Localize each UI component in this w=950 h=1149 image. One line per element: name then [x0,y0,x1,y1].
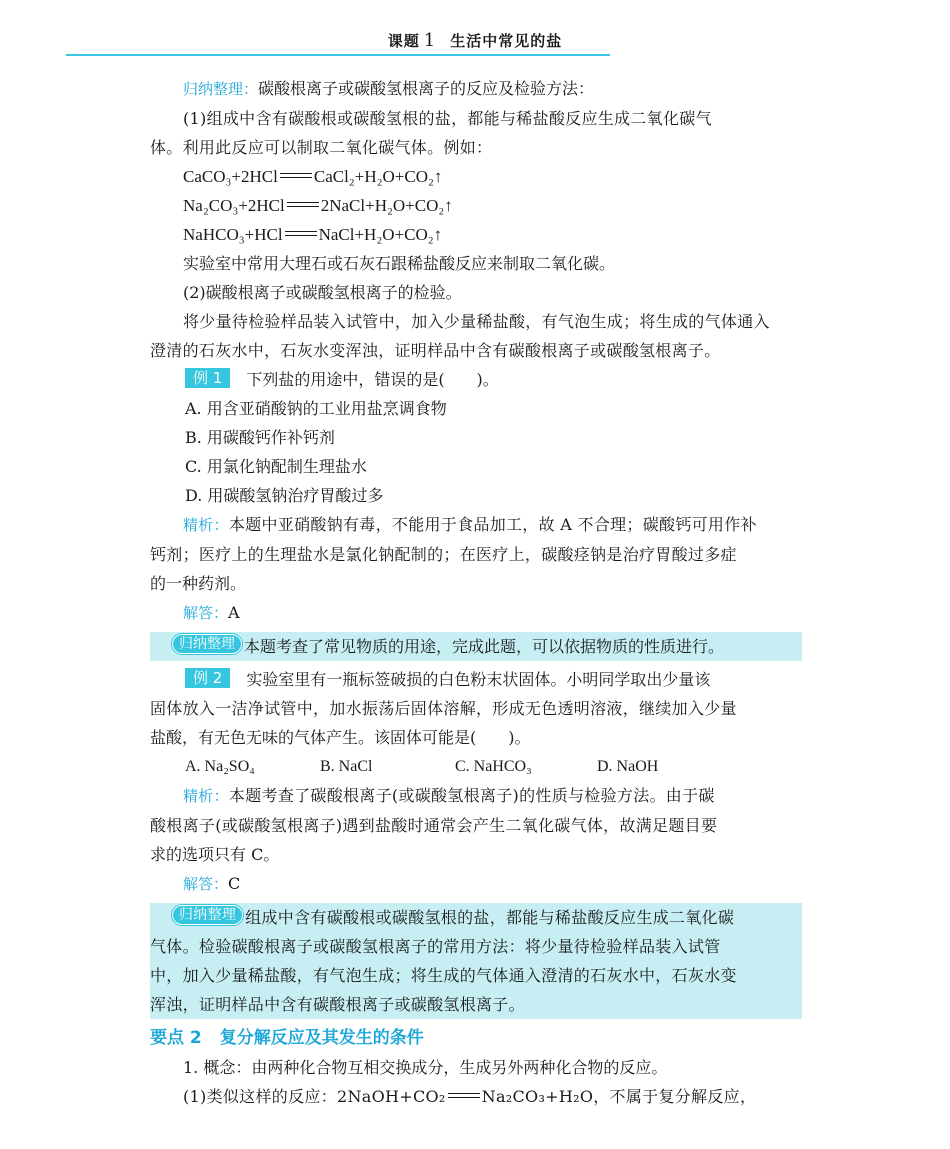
equals-sign [285,231,317,236]
equals-sign [280,173,312,178]
paragraph: (1)组成中含有碳酸根或碳酸氢根的盐，都能与稀盐酸反应生成二氧化碳气 [183,109,712,128]
example1-answer: 解答：A [183,603,240,622]
option: D. NaOH [597,758,659,775]
option: B. 用碳酸钙作补钙剂 [185,428,335,447]
analysis-label: 精析： [183,787,229,805]
option: C. 用氯化钠配制生理盐水 [185,457,367,476]
paragraph: 钙剂；医疗上的生理盐水是氯化钠配制的；在医疗上，碳酸痉钠是治疗胃酸过多症 [150,545,737,564]
example2-question: 例 2 实验室里有一瓶标签破损的白色粉末状固体。小明同学取出少量该 [150,665,802,694]
paragraph: 体。利用此反应可以制取二氧化碳气体。例如： [150,138,493,157]
equation-3: NaHCO₃+HCl NaCl+H₂O+CO₂↑ [183,225,443,244]
option: A. 用含亚硝酸钠的工业用盐烹调食物 [185,399,447,418]
example2-analysis: 精析：本题考查了碳酸根离子(或碳酸氢根离子)的性质与检验方法。由于碳 [183,786,715,805]
example-tag: 例 1 [185,368,230,388]
paragraph: 的一种药剂。 [150,574,247,593]
page-header [0,30,950,51]
equation-1: CaCO₃+2HCl CaCl₂+H₂O+CO₂↑ [183,167,443,186]
point-label: 要点 2 [150,1028,202,1048]
equals-sign [287,202,319,207]
summary-label: 归纳整理： [183,80,259,98]
option: B. NaCl [320,758,373,775]
answer-label: 解答： [183,604,229,622]
paragraph: 将少量待检验样品装入试管中，加入少量稀盐酸，有气泡生成；将生成的气体通入 [183,312,770,331]
answer-label: 解答： [183,875,229,893]
option: C. NaHCO₃ [455,758,532,775]
paragraph: 1. 概念：由两种化合物互相交换成分，生成另外两种化合物的反应。 [183,1058,668,1077]
example2-options [150,752,802,781]
option: D. 用碳酸氢钠治疗胃酸过多 [185,486,384,505]
example-tag: 例 2 [185,668,230,688]
summary-tag: 归纳整理 [172,634,242,654]
paragraph: 求的选项只有 C。 [150,845,280,864]
point2-heading [150,1023,802,1053]
example1-analysis: 精析：本题中亚硝酸钠有毒，不能用于食品加工，故 A 不合理；碳酸钙可用作补 [183,515,757,534]
summary-tag: 归纳整理 [172,905,243,925]
example1-question: 例 1 下列盐的用途中，错误的是( )。 [150,365,802,394]
section1-heading: 归纳整理：碳酸根离子或碳酸氢根离子的反应及检验方法： [183,79,595,98]
equals-sign [448,1093,480,1098]
summary-box-1: 归纳整理 本题考查了常见物质的用途，完成此题，可以依据物质的性质进行。 [150,632,802,661]
header-topic: 课题 [387,32,420,50]
paragraph: 酸根离子(或碳酸氢根离子)遇到盐酸时通常会产生二氧化碳气体，故满足题目要 [150,816,718,835]
option: A. Na₂SO₄ [185,758,255,775]
paragraph: 盐酸，有无色无味的气体产生。该固体可能是( )。 [150,728,531,747]
summary-box-2: 归纳整理 组成中含有碳酸根或碳酸氢根的盐，都能与稀盐酸反应生成二氧化碳 气体。检验碳酸根离子或碳酸氢根离子的常用方法：将少量待检验样品装入试管 中，加入少量稀盐酸，有气泡生成；将生成的气体通入澄清的石灰水中，石灰水变 浑浊，证明样品中含有碳酸根离子或碳酸氢根离子。 [150,903,802,1019]
header-title: 生活中常见的盐 [450,32,563,50]
page-content [150,74,802,1111]
paragraph: 固体放入一洁净试管中，加水振荡后固体溶解，形成无色透明溶液，继续加入少量 [150,699,737,718]
example2-answer: 解答：C [183,874,241,893]
paragraph: 实验室中常用大理石或石灰石跟稀盐酸反应来制取二氧化碳。 [183,254,616,273]
paragraph: 澄清的石灰水中，石灰水变浑浊，证明样品中含有碳酸根离子或碳酸氢根离子。 [150,341,721,360]
header-number: 1 [423,30,437,51]
header-rule [66,54,610,56]
equation-2: Na₂CO₃+2HCl 2NaCl+H₂O+CO₂↑ [183,196,453,215]
analysis-label: 精析： [183,516,229,534]
paragraph: (2)碳酸根离子或碳酸氢根离子的检验。 [183,283,462,302]
point-title: 复分解反应及其发生的条件 [219,1028,424,1048]
paragraph: (1)类似这样的反应：2NaOH+CO₂ Na₂CO₃+H₂O，不属于复分解反应， [183,1087,757,1106]
